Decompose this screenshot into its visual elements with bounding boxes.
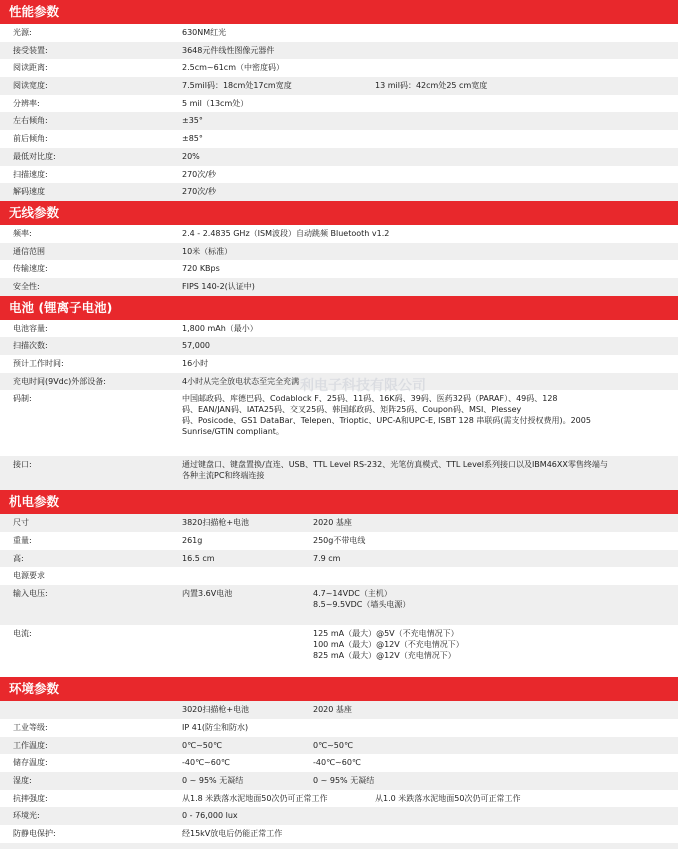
bottom-strip bbox=[0, 843, 678, 849]
spec-row bbox=[0, 807, 678, 825]
spec-value: 3648元件线性图像元器件 bbox=[182, 45, 275, 55]
spec-value: 57,000 bbox=[182, 341, 210, 351]
spec-line: 中国邮政码、库德巴码、Codablock F、25码、11码、16K码、39码、医药32码（PARAF）、49码、128 bbox=[182, 394, 558, 404]
spec-label: 通信范围 bbox=[13, 246, 45, 256]
spec-value: 720 KBps bbox=[182, 264, 220, 274]
spec-label: 电源要求 bbox=[13, 571, 45, 581]
section-mechanical-header: 机电参数 bbox=[0, 490, 678, 514]
spec-row bbox=[0, 390, 678, 456]
spec-value: 20% bbox=[182, 151, 200, 161]
spec-row bbox=[0, 243, 678, 261]
spec-value: 16小时 bbox=[182, 359, 209, 368]
spec-label: 电流: bbox=[13, 629, 32, 639]
spec-label: 工业等级: bbox=[13, 722, 48, 732]
spec-row bbox=[0, 772, 678, 790]
spec-row bbox=[0, 514, 678, 532]
spec-value-2: 7.9 cm bbox=[313, 553, 341, 563]
spec-line: 通过键盘口、键盘置换/直连、USB、TTL Level RS-232、光笔仿真模式、TTL Level系列接口以及IBM46XX零售终端与 bbox=[182, 460, 608, 470]
spec-row bbox=[0, 719, 678, 737]
spec-value-2: 2020 基座 bbox=[313, 705, 352, 715]
spec-value-2: 从1.0 米跌落水泥地面50次仍可正常工作 bbox=[375, 793, 521, 803]
spec-value: ±35° bbox=[182, 116, 203, 126]
spec-value: 3820扫描枪+电池 bbox=[182, 518, 250, 528]
spec-value: 2.5cm~61cm（中密度码） bbox=[182, 63, 284, 73]
spec-value-2 bbox=[433, 260, 678, 278]
spec-value-2 bbox=[433, 243, 678, 261]
spec-label: 分辨率: bbox=[13, 98, 40, 108]
spec-label: 储存温度: bbox=[13, 758, 48, 768]
spec-value: 10米（标准） bbox=[182, 246, 233, 256]
spec-row bbox=[0, 550, 678, 568]
spec-value-2 bbox=[582, 95, 678, 113]
spec-row bbox=[0, 166, 678, 184]
spec-value-2 bbox=[433, 373, 678, 391]
spec-value-2: 0 ~ 95% 无凝结 bbox=[313, 775, 375, 785]
spec-label: 频率: bbox=[13, 228, 32, 238]
spec-value: 0 - 76,000 lux bbox=[182, 811, 238, 821]
spec-value: 0 ~ 95% 无凝结 bbox=[182, 775, 244, 785]
spec-value: 从1.8 米跌落水泥地面50次仍可正常工作 bbox=[182, 793, 328, 803]
spec-value: 1,800 mAh（最小） bbox=[182, 323, 258, 333]
spec-value: 内置3.6V电池 bbox=[182, 589, 233, 599]
spec-row bbox=[0, 77, 678, 95]
spec-row bbox=[0, 183, 678, 201]
spec-row bbox=[0, 701, 678, 719]
spec-label: 高: bbox=[13, 553, 24, 563]
spec-row bbox=[0, 825, 678, 843]
spec-row bbox=[0, 790, 678, 808]
spec-value-2: 0℃~50℃ bbox=[313, 740, 353, 750]
spec-label: 前后倾角: bbox=[13, 134, 48, 144]
spec-value: 2.4 - 2.4835 GHz（ISM波段）自动跳频 Bluetooth v1.2 bbox=[182, 228, 390, 238]
spec-label: 安全性: bbox=[13, 281, 40, 291]
spec-value-2 bbox=[313, 567, 678, 585]
spec-value: 5 mil（13cm处） bbox=[182, 98, 249, 108]
spec-value: IP 41(防尘和防水) bbox=[182, 722, 249, 732]
spec-row bbox=[0, 532, 678, 550]
spec-line: 4.7~14VDC（主机） bbox=[313, 589, 392, 599]
spec-row bbox=[0, 754, 678, 772]
spec-label: 光源: bbox=[13, 28, 32, 37]
spec-label: 传输速度: bbox=[13, 264, 48, 274]
spec-value-2 bbox=[582, 24, 678, 42]
spec-line: 码、Posicode、GS1 DataBar、Telepen、Trioptic、UPC-A和UPC-E, ISBT 128 串联码(需支付授权费用)。2005 bbox=[182, 416, 591, 426]
spec-value-2 bbox=[433, 278, 678, 296]
spec-value: 4小时从完全放电状态至完全充满 bbox=[182, 376, 300, 386]
spec-row bbox=[0, 320, 678, 338]
spec-value-2 bbox=[313, 719, 678, 737]
spec-value-2: -40℃~60℃ bbox=[313, 758, 361, 768]
spec-row bbox=[0, 42, 678, 60]
section-battery-header: 电池 (锂离子电池) bbox=[0, 296, 678, 320]
spec-label: 电池容量: bbox=[13, 323, 48, 333]
spec-value: 261g bbox=[182, 536, 203, 546]
spec-line: 各种主流PC和终端连接 bbox=[182, 471, 265, 481]
spec-row bbox=[0, 355, 678, 373]
spec-row bbox=[0, 59, 678, 77]
spec-label: 湿度: bbox=[13, 775, 32, 785]
spec-value bbox=[182, 393, 678, 453]
spec-value: 270次/秒 bbox=[182, 187, 216, 197]
spec-value-2 bbox=[313, 588, 678, 622]
section-performance-header: 性能参数 bbox=[0, 0, 678, 24]
spec-value: 630NM红光 bbox=[182, 28, 227, 37]
spec-label: 解码速度 bbox=[13, 187, 45, 197]
spec-value-2 bbox=[313, 628, 678, 674]
spec-value-2 bbox=[582, 148, 678, 166]
spec-value: FIPS 140-2(认证中) bbox=[182, 281, 255, 291]
spec-row bbox=[0, 456, 678, 490]
spec-row bbox=[0, 225, 678, 243]
spec-label: 防静电保护: bbox=[13, 828, 56, 838]
spec-value-2 bbox=[433, 320, 678, 338]
spec-line: 8.5~9.5VDC（墙头电源） bbox=[313, 600, 411, 610]
spec-row bbox=[0, 567, 678, 585]
spec-label: 尺寸 bbox=[13, 518, 29, 528]
spec-label: 扫描次数: bbox=[13, 341, 48, 351]
spec-label: 重量: bbox=[13, 536, 32, 546]
spec-label bbox=[0, 701, 182, 719]
spec-value-2 bbox=[582, 112, 678, 130]
spec-value-2 bbox=[582, 183, 678, 201]
spec-line: 100 mA（最大）@12V（不充电情况下） bbox=[313, 640, 464, 650]
spec-value-2: 250g不带电线 bbox=[313, 536, 366, 546]
spec-label: 扫描速度: bbox=[13, 169, 48, 179]
spec-row bbox=[0, 337, 678, 355]
spec-value bbox=[182, 628, 313, 674]
spec-row bbox=[0, 625, 678, 677]
spec-value: 0℃~50℃ bbox=[182, 740, 222, 750]
spec-label: 左右倾角: bbox=[13, 116, 48, 126]
spec-label: 抗摔强度: bbox=[13, 793, 48, 803]
spec-value-2: 2020 基座 bbox=[313, 518, 352, 528]
spec-value bbox=[182, 567, 313, 585]
spec-label: 输入电压: bbox=[13, 589, 48, 599]
spec-row bbox=[0, 130, 678, 148]
spec-value: 经15kV放电后仍能正常工作 bbox=[182, 828, 283, 838]
spec-row bbox=[0, 737, 678, 755]
watermark-text: 利电子科技有限公司 bbox=[300, 378, 426, 394]
section-environment-header: 环境参数 bbox=[0, 677, 678, 701]
spec-row bbox=[0, 260, 678, 278]
spec-label: 阅读距离: bbox=[13, 63, 48, 73]
spec-label: 接口: bbox=[13, 460, 32, 470]
spec-value: ±85° bbox=[182, 134, 203, 144]
spec-line: 码、EAN/JAN码、IATA25码、交叉25码、韩国邮政码、矩阵25码、Coupon码、MSI、Plessey bbox=[182, 405, 522, 415]
spec-value-2 bbox=[313, 807, 678, 825]
spec-value bbox=[182, 459, 678, 487]
spec-line: 825 mA（最大）@12V（充电情况下） bbox=[313, 651, 456, 661]
spec-value-2 bbox=[433, 337, 678, 355]
spec-value-2 bbox=[313, 825, 678, 843]
spec-value-2 bbox=[433, 225, 678, 243]
spec-label: 充电时间(9Vdc)外部设备: bbox=[13, 376, 106, 386]
spec-row bbox=[0, 95, 678, 113]
spec-value-2 bbox=[433, 355, 678, 373]
spec-label: 环境光: bbox=[13, 811, 40, 821]
spec-value: 16.5 cm bbox=[182, 553, 215, 563]
spec-line: 125 mA（最大）@5V（不充电情况下） bbox=[313, 629, 459, 639]
spec-value: 270次/秒 bbox=[182, 169, 216, 179]
spec-value-2 bbox=[582, 42, 678, 60]
spec-value: -40℃~60℃ bbox=[182, 758, 230, 768]
spec-row bbox=[0, 112, 678, 130]
spec-label: 阅读宽度: bbox=[13, 81, 48, 91]
spec-value-2: 13 mil码：42cm处25 cm宽度 bbox=[375, 81, 488, 91]
spec-label: 预计工作时间: bbox=[13, 359, 64, 368]
spec-row bbox=[0, 148, 678, 166]
spec-value-2 bbox=[582, 59, 678, 77]
section-wireless-header: 无线参数 bbox=[0, 201, 678, 225]
spec-value-2 bbox=[582, 130, 678, 148]
spec-value: 3020扫描枪+电池 bbox=[182, 705, 250, 715]
spec-row bbox=[0, 24, 678, 42]
spec-line: Sunrise/GTIN compliant。 bbox=[182, 427, 284, 437]
spec-value: 7.5mil码：18cm处17cm宽度 bbox=[182, 81, 292, 91]
spec-label: 码制: bbox=[13, 394, 32, 404]
spec-label: 工作温度: bbox=[13, 740, 48, 750]
spec-row bbox=[0, 278, 678, 296]
spec-row bbox=[0, 585, 678, 625]
spec-label: 最低对比度: bbox=[13, 151, 56, 161]
spec-label: 接受装置: bbox=[13, 45, 48, 55]
spec-value-2 bbox=[582, 166, 678, 184]
